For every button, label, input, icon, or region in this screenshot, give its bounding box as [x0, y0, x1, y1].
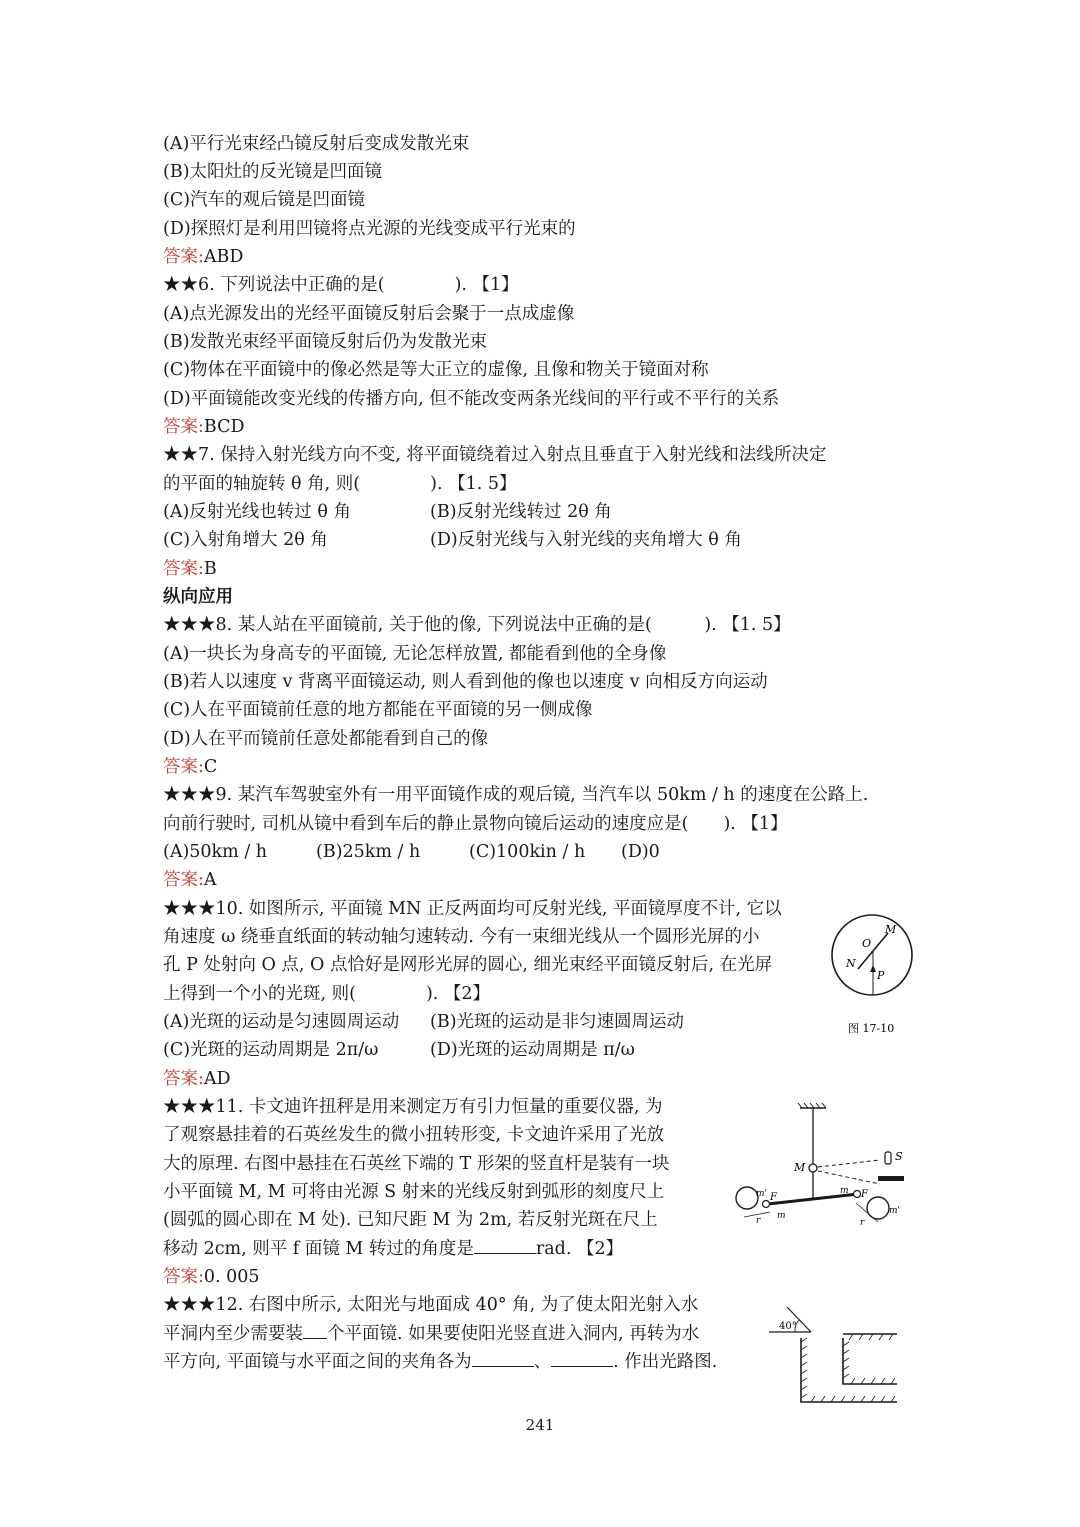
q10-options-row2: [163, 1038, 635, 1062]
q8-option-b: (B)若人以速度 v 背离平面镜运动, 则人看到他的像也以速度 v 向相反方向运动: [163, 672, 768, 692]
q7-option-d: (D)反射光线与入射光线的夹角增大 θ 角: [430, 530, 742, 550]
q11-text-before-blank: 移动 2cm, 则平 f 面镜 M 转过的角度是: [163, 1239, 474, 1259]
q9-option-b: (B)25km / h: [316, 842, 421, 862]
q6-option-d: (D)平面镜能改变光线的传播方向, 但不能改变两条光线间的平行或不平行的关系: [163, 389, 780, 409]
figure-17-10: [828, 905, 918, 1035]
q11-stem-line6: [163, 1237, 623, 1261]
reflected-ray: [818, 1171, 880, 1184]
label-m-right: m: [840, 1186, 849, 1196]
q12-text-before-blanks: 平方向, 平面镜与水平面之间的夹角各为: [163, 1352, 472, 1372]
q7-stem-line2: 的平面的轴旋转 θ 角, 则( ). 【1. 5】: [163, 474, 517, 494]
label-r-left: r: [756, 1216, 761, 1226]
q6-option-a: (A)点光源发出的光经平面镜反射后会聚于一点成虚像: [163, 304, 575, 324]
q12-separator: 、: [533, 1352, 552, 1372]
q9-options: [163, 840, 660, 864]
q12-text-after-blanks: . 作出光路图.: [613, 1352, 718, 1372]
q8-stem: ★★★8. 某人站在平面镜前, 关于他的像, 下列说法中正确的是( ). 【1. 5】: [163, 615, 791, 635]
q5-option-c: (C)汽车的观后镜是凹面镜: [163, 190, 366, 210]
q6-answer: [163, 415, 245, 439]
q11-answer: [163, 1265, 260, 1289]
q11-stem-line3: 大的原理. 右图中悬挂在石英丝下端的 T 形架的竖直杆是装有一块: [163, 1154, 670, 1174]
q11-stem-line2: 了观察悬挂着的石英丝发生的微小扭转形变, 卡文迪许采用了光放: [163, 1125, 665, 1145]
incident-ray: [818, 1160, 880, 1167]
q7-answer: [163, 557, 217, 581]
q10-stem-line2: 角速度 ω 绕垂直纸面的转动轴匀速转动. 今有一束细光线从一个圆形光屏的小: [163, 927, 760, 947]
q6-option-c: (C)物体在平面镜中的像必然是等大正立的虚像, 且像和物关于镜面对称: [163, 360, 709, 380]
q10-option-b: (B)光斑的运动是非匀速圆周运动: [430, 1012, 685, 1032]
q5-answer: [163, 245, 243, 269]
label-m-prime-left: m': [756, 1189, 768, 1199]
answer-label: 答案:: [163, 559, 204, 579]
small-sphere-left: [763, 1201, 770, 1208]
q7-option-c: (C)入射角增大 2θ 角: [163, 530, 328, 550]
q12-answer-blank-3: [551, 1350, 613, 1367]
q6-option-b: (B)发散光束经平面镜反射后仍为发散光束: [163, 332, 488, 352]
page-number: 241: [525, 1416, 555, 1434]
answer-value: A: [203, 870, 217, 890]
q10-stem-line3: 孔 P 处射向 O 点, O 点恰好是网形光屏的圆心, 细光束经平面镜反射后, 在光屏: [163, 955, 773, 975]
figure-caption: 图 17-10: [848, 1022, 895, 1035]
q11-text-after-blank: rad. 【2】: [535, 1239, 624, 1259]
answer-value: ABD: [203, 247, 244, 267]
answer-label: 答案:: [163, 1267, 204, 1287]
q10-option-d: (D)光斑的运动周期是 π/ω: [430, 1040, 635, 1060]
q10-answer: [163, 1067, 231, 1091]
q12-text-after-blank: 个平面镜. 如果要使阳光竖直进入洞内, 再转为水: [327, 1324, 700, 1344]
answer-value: 0. 005: [203, 1267, 260, 1287]
q12-answer-blank-2: [472, 1350, 534, 1367]
q8-option-a: (A)一块长为身高专的平面镜, 无论怎样放置, 都能看到他的全身像: [163, 644, 667, 664]
label-o: O: [862, 937, 872, 950]
label-m-prime-right: m': [889, 1206, 901, 1216]
answer-label: 答案:: [163, 1069, 204, 1089]
q8-option-d: (D)人在平而镜前任意处都能看到自己的像: [163, 729, 489, 749]
q9-stem-line1: ★★★9. 某汽车驾驶室外有一用平面镜作成的观后镜, 当汽车以 50km / h 的速度在公路上.: [163, 785, 869, 805]
q9-answer: [163, 868, 217, 892]
label-s: S: [895, 1150, 903, 1163]
large-sphere-left: [736, 1187, 758, 1209]
q10-option-c: (C)光斑的运动周期是 2π/ω: [163, 1040, 379, 1060]
q10-stem-line4: 上得到一个小的光斑, 则( ). 【2】: [163, 984, 491, 1004]
q10-options-row1: [163, 1010, 685, 1034]
q9-option-a: (A)50km / h: [163, 842, 268, 862]
torsion-balance-figure: [730, 1100, 920, 1235]
scale-ruler: [878, 1176, 904, 1181]
label-m-mirror: M: [794, 1161, 806, 1174]
q9-option-d: (D)0: [621, 842, 660, 862]
q7-option-b: (B)反射光线转过 2θ 角: [430, 502, 612, 522]
cave-sunlight-figure: [765, 1298, 900, 1408]
q12-text-before-blank: 平洞内至少需要装: [163, 1324, 303, 1344]
angle-label: 40°: [779, 1321, 797, 1332]
answer-value: B: [203, 559, 217, 579]
label-m: M: [885, 923, 897, 936]
q7-options-row2: [163, 528, 742, 552]
q6-stem: ★★6. 下列说法中正确的是( ). 【1】: [163, 275, 519, 295]
q10-stem-line1: ★★★10. 如图所示, 平面镜 MN 正反两面均可反射光线, 平面镜厚度不计, 它以: [163, 899, 782, 919]
small-sphere-right: [854, 1191, 861, 1198]
q10-option-a: (A)光斑的运动是匀速圆周运动: [163, 1012, 400, 1032]
label-p: P: [877, 969, 885, 982]
answer-label: 答案:: [163, 417, 204, 437]
q8-answer: [163, 755, 217, 779]
ground-profile: [801, 1338, 897, 1402]
hatching: [801, 1334, 895, 1402]
q11-answer-blank: [474, 1237, 536, 1254]
q11-stem-line5: (圆弧的圆心即在 M 处). 已知尺距 M 为 2m, 若反射光斑在尺上: [163, 1210, 658, 1230]
light-source-icon: [885, 1152, 891, 1164]
ray-arrow-icon: [870, 965, 876, 972]
q9-option-c: (C)100kin / h: [469, 842, 586, 862]
label-r-right: r: [860, 1218, 865, 1228]
q8-option-c: (C)人在平面镜前任意的地方都能在平面镜的另一侧成像: [163, 700, 593, 720]
cave-profile: [843, 1338, 897, 1384]
answer-label: 答案:: [163, 247, 204, 267]
q9-stem-line2: 向前行驶时, 司机从镜中看到车后的静止景物向镜后运动的速度应是( ). 【1】: [163, 814, 788, 834]
section-heading: 纵向应用: [163, 587, 233, 607]
q12-stem-line1: ★★★12. 右图中所示, 太阳光与地面成 40° 角, 为了使太阳光射入水: [163, 1295, 699, 1315]
q11-stem-line4: 小平面镜 M, M 可将由光源 S 射来的光线反射到弧形的刻度尺上: [163, 1182, 665, 1202]
circular-screen: [832, 915, 912, 995]
q12-answer-blank-1: [303, 1322, 327, 1339]
q5-option-d: (D)探照灯是利用凹镜将点光源的光线变成平行光束的: [163, 219, 576, 239]
q5-option-a: (A)平行光束经凸镜反射后变成发散光束: [163, 134, 470, 154]
q7-option-a: (A)反射光线也转过 θ 角: [163, 502, 351, 522]
mirror-m: [809, 1164, 817, 1172]
q5-option-b: (B)太阳灶的反光镜是凹面镜: [163, 162, 383, 182]
answer-value: AD: [203, 1069, 231, 1089]
q12-stem-line3: [163, 1350, 717, 1374]
answer-label: 答案:: [163, 870, 204, 890]
q12-stem-line2: [163, 1322, 699, 1346]
q7-options-row1: [163, 500, 612, 524]
label-n: N: [846, 957, 856, 970]
q11-stem-line1: ★★★11. 卡文迪许扭秤是用来测定万有引力恒量的重要仪器, 为: [163, 1097, 663, 1117]
label-m-left: m: [777, 1211, 786, 1221]
answer-label: 答案:: [163, 757, 204, 777]
answer-value: BCD: [203, 417, 245, 437]
answer-value: C: [203, 757, 218, 777]
q7-stem-line1: ★★7. 保持入射光线方向不变, 将平面镜绕着过入射点且垂直于入射光线和法线所决定: [163, 445, 827, 465]
label-f-left: F: [770, 1192, 777, 1203]
label-f-right: F: [861, 1189, 868, 1200]
